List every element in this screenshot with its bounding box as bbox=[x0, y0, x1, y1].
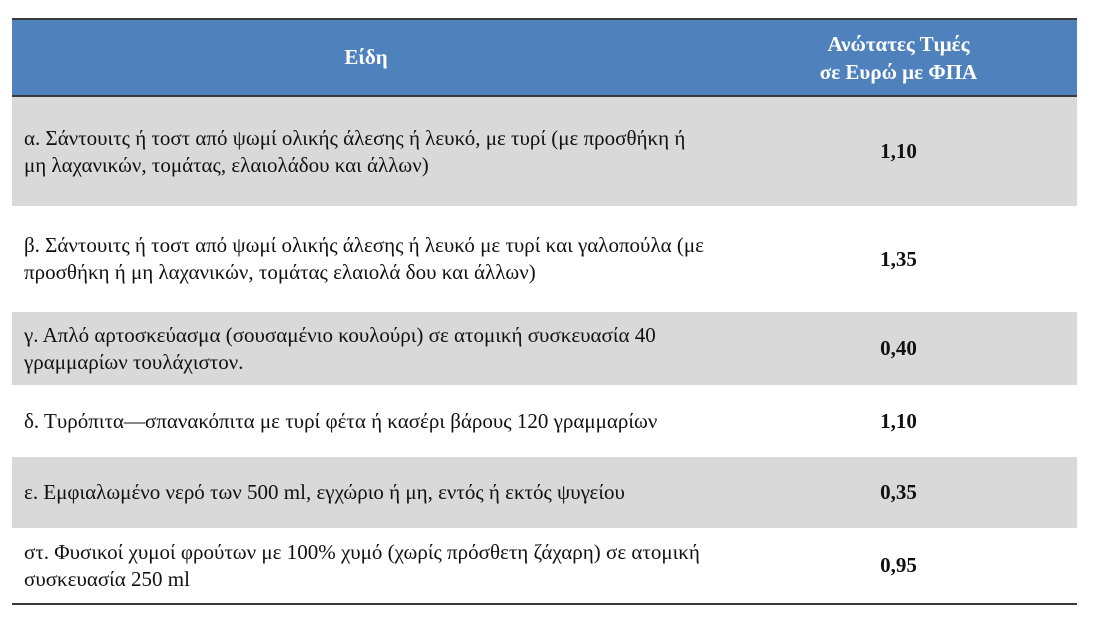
table-row bbox=[12, 312, 1077, 385]
items-column-header: Είδη bbox=[344, 45, 388, 69]
price-table bbox=[12, 18, 1077, 605]
item-price: 0,95 bbox=[880, 553, 917, 577]
item-description: δ. Τυρόπιτα—σπανακόπιτα με τυρί φέτα ή κασέρι βάρους 120 γραμμαρίων bbox=[24, 408, 658, 433]
price-header-line2: σε Ευρώ με ΦΠΑ bbox=[819, 59, 978, 84]
table-row bbox=[12, 206, 1077, 312]
table-row bbox=[12, 528, 1077, 603]
item-description: ε. Εμφιαλωμένο νερό των 500 ml, εγχώριο ή μη, εντός ή εκτός ψυγείου bbox=[24, 480, 625, 504]
table-row bbox=[12, 97, 1077, 206]
table-header bbox=[12, 20, 1077, 97]
item-price: 0,40 bbox=[880, 336, 917, 360]
item-price: 0,35 bbox=[880, 480, 917, 504]
table-row bbox=[12, 457, 1077, 528]
item-description: β. Σάντουιτς ή τοστ από ψωμί ολικής άλεσης ή λευκό με τυρί και γαλοπούλα (με προσθήκη ή μη λαχανικών, τομάτας ελαιολά δου και άλλων) bbox=[24, 233, 704, 284]
price-header-line1: Ανώτατες Τιμές bbox=[827, 31, 970, 56]
item-description: στ. Φυσικοί χυμοί φρούτων με 100% χυμό (χωρίς πρόσθετη ζάχαρη) σε ατομική συσκευασία 250 ml bbox=[24, 539, 700, 591]
item-price: 1,10 bbox=[880, 139, 917, 163]
item-description: γ. Απλό αρτοσκεύασμα (σουσαμένιο κουλούρι) σε ατομική συσκευασία 40 γραμμαρίων τουλάχιστον. bbox=[24, 322, 656, 374]
table-row bbox=[12, 385, 1077, 457]
item-price: 1,35 bbox=[880, 246, 917, 271]
price-column-header bbox=[720, 20, 1077, 95]
item-description: α. Σάντουιτς ή τοστ από ψωμί ολικής άλεσης ή λευκό, με τυρί (με προσθήκη ή μη λαχανικών, τομάτας, ελαιολάδου και άλλων) bbox=[24, 125, 686, 177]
item-price: 1,10 bbox=[880, 408, 917, 433]
